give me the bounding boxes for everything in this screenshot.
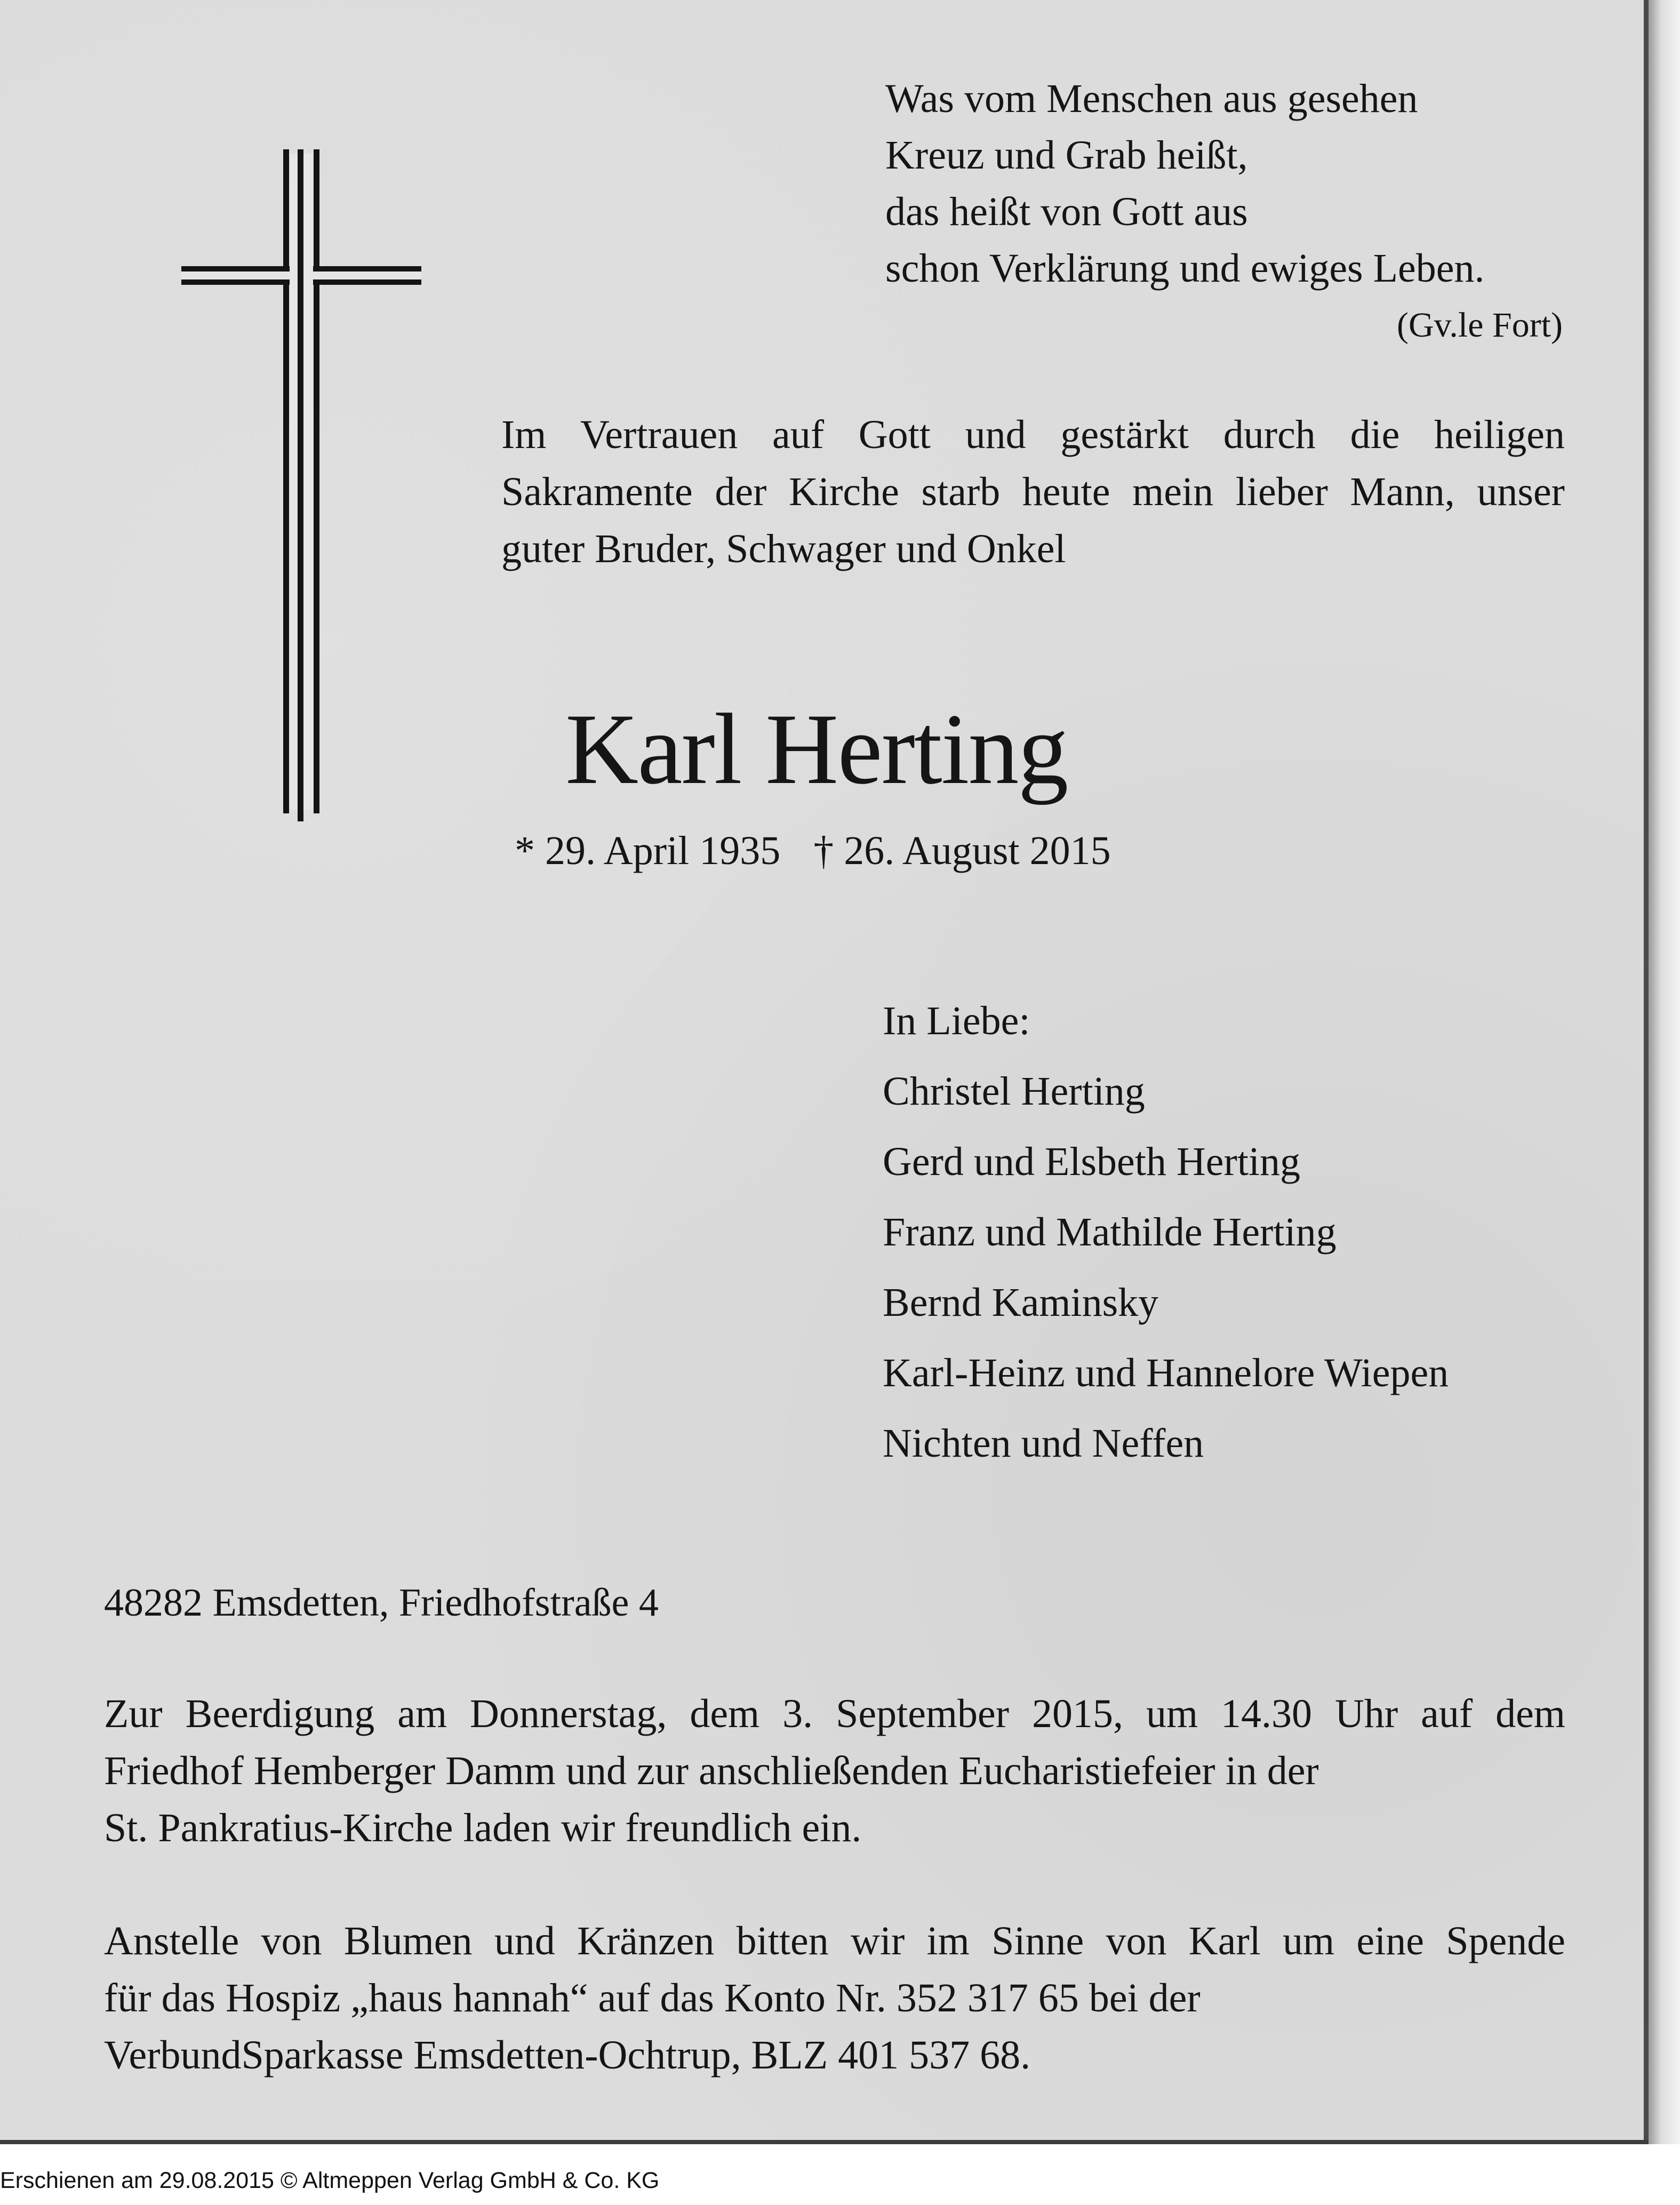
mourner-name: Nichten und Neffen bbox=[883, 1421, 1204, 1466]
deceased-name: Karl Herting bbox=[565, 693, 1068, 805]
intro-line: guter Bruder, Schwager und Onkel bbox=[501, 526, 1066, 571]
intro-line: Im Vertrauen auf Gott und gestärkt durch die heiligen bbox=[501, 412, 1565, 457]
mourner-name: Christel Herting bbox=[883, 1069, 1145, 1114]
donation-line: Anstelle von Blumen und Kränzen bitten wir im Sinne von Karl um eine Spende bbox=[104, 1919, 1565, 1963]
quote-line: Kreuz und Grab heißt, bbox=[885, 133, 1248, 178]
quote-author: (Gv.le Fort) bbox=[1397, 306, 1563, 345]
quote-line: schon Verklärung und ewiges Leben. bbox=[885, 246, 1485, 291]
quote-line: Was vom Menschen aus gesehen bbox=[885, 76, 1418, 121]
mourner-name: Bernd Kaminsky bbox=[883, 1280, 1159, 1325]
notice-right-border bbox=[1644, 0, 1649, 2144]
death-date: † 26. August 2015 bbox=[813, 828, 1111, 873]
donation-line: für das Hospiz „haus hannah“ auf das Konto Nr. 352 317 65 bei der bbox=[104, 1976, 1201, 2020]
birth-date: * 29. April 1935 bbox=[515, 828, 781, 873]
mourner-name: Gerd und Elsbeth Herting bbox=[883, 1139, 1301, 1184]
intro-line: Sakramente der Kirche starb heute mein lieber Mann, unser bbox=[501, 469, 1565, 514]
mourners-heading: In Liebe: bbox=[883, 998, 1030, 1043]
donation-line: VerbundSparkasse Emsdetten-Ochtrup, BLZ 401 537 68. bbox=[104, 2033, 1031, 2078]
notice-bottom-border bbox=[0, 2140, 1649, 2144]
funeral-line: Friedhof Hemberger Damm und zur anschließenden Eucharistiefeier in der bbox=[104, 1748, 1319, 1793]
funeral-details bbox=[104, 1685, 1565, 1857]
page-edge-shadow bbox=[1649, 0, 1680, 2144]
mourner-name: Karl-Heinz und Hannelore Wiepen bbox=[883, 1351, 1449, 1395]
funeral-line: St. Pankratius-Kirche laden wir freundlich ein. bbox=[104, 1805, 862, 1850]
publication-footer: Erschienen am 29.08.2015 © Altmeppen Verlag GmbH & Co. KG bbox=[0, 2168, 660, 2193]
mourner-name: Franz und Mathilde Herting bbox=[883, 1210, 1337, 1255]
cross-icon bbox=[181, 149, 427, 821]
epigraph-quote bbox=[885, 70, 1563, 297]
donation-request bbox=[104, 1913, 1565, 2084]
mourners-list bbox=[883, 986, 1449, 1479]
life-dates bbox=[515, 824, 1111, 877]
intro-paragraph bbox=[501, 406, 1565, 578]
mourner-address: 48282 Emsdetten, Friedhofstraße 4 bbox=[104, 1581, 659, 1625]
quote-line: das heißt von Gott aus bbox=[885, 189, 1248, 234]
funeral-line: Zur Beerdigung am Donnerstag, dem 3. September 2015, um 14.30 Uhr auf dem bbox=[104, 1691, 1565, 1736]
